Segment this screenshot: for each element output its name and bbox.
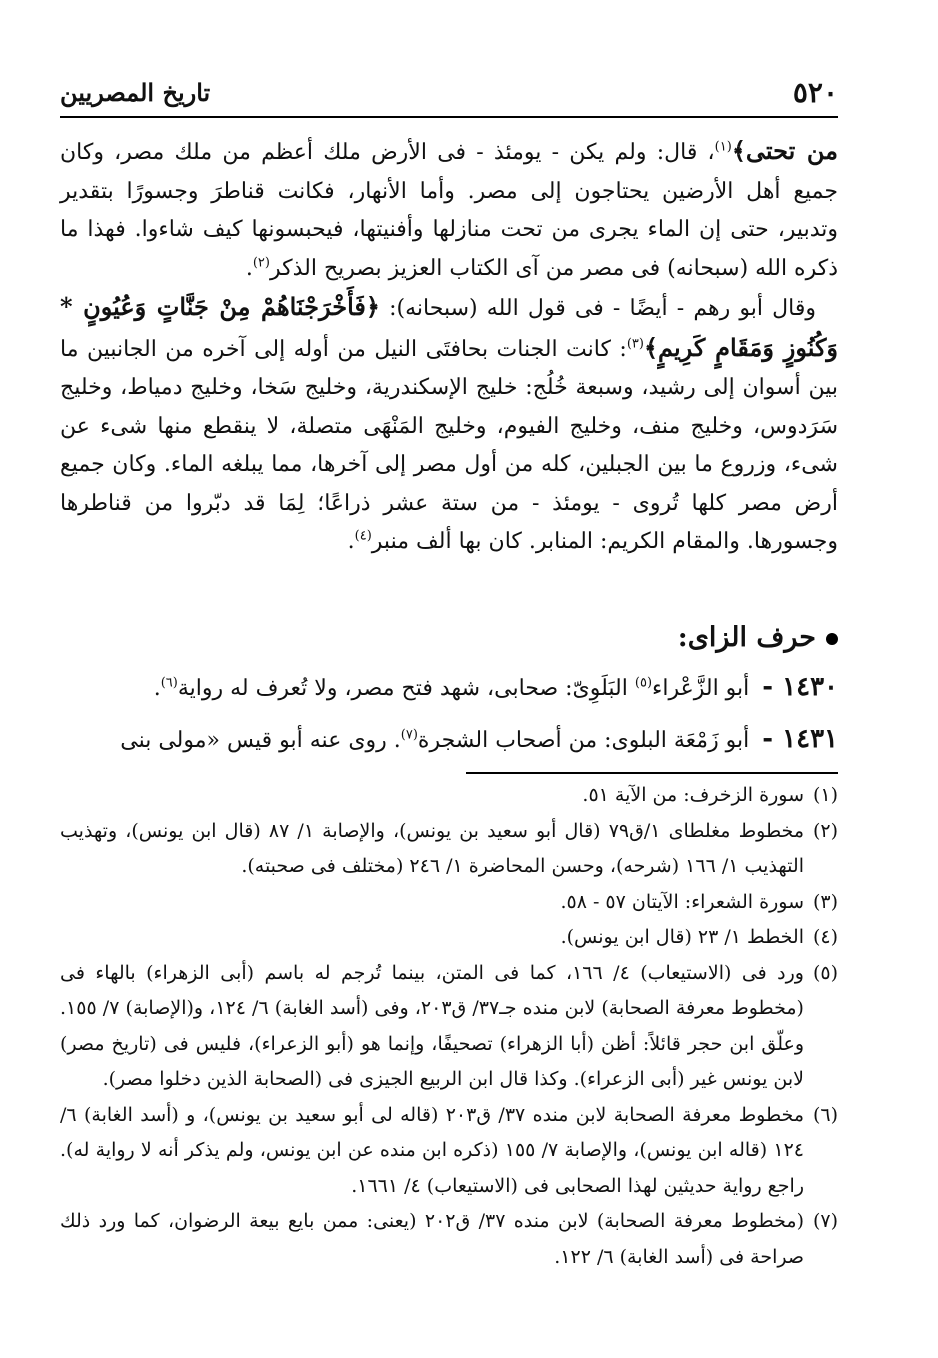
footnote bbox=[60, 814, 838, 885]
running-header bbox=[60, 72, 838, 112]
footnote-label: (٥) bbox=[812, 961, 838, 984]
entry-text: . روى عنه أبو قيس «مولى بنى bbox=[120, 728, 401, 753]
footnote-label: (٤) bbox=[812, 926, 838, 948]
section-title: حرف الزاى: bbox=[677, 622, 816, 653]
biography-entry bbox=[60, 720, 838, 760]
entry-text: أبو زَمْعَة البلوى: من أصحاب الشجرة bbox=[417, 728, 750, 753]
paragraph-2 bbox=[60, 288, 838, 562]
footnote-text: (مخطوط معرفة الصحابة) لابن منده ٣٧/ ق٢٠٢ (يعنى: ممن بايع بيعة الرضوان، كما ورد ذلك صراحة فى (أسد الغابة) ٦/ ١٢٢. bbox=[60, 1210, 804, 1268]
entry-number: ١٤٣١ - bbox=[762, 724, 838, 754]
footnote bbox=[60, 885, 838, 921]
footnote-label: (٦) bbox=[812, 1103, 838, 1126]
footnote-ref: (١) bbox=[714, 139, 732, 155]
page-number: ٥٢٠ bbox=[792, 76, 838, 109]
footnote-text: سورة الزخرف: من الآية ٥١. bbox=[582, 784, 804, 806]
footnote-text: مخطوط معرفة الصحابة لابن منده ٣٧/ ق٢٠٣ (قاله لى أبو سعيد بن يونس)، و (أسد الغابة) ٦/ ١٢٤ (قاله ابن يونس)، والإصابة ٧/ ١٥٥ (ذكره ابن منده عن ابن يونس، ولم يذكر أنه لا رواية له). راجع رواية حديثين لهذا الصحابى فى (الاستيعاب) ٤/ ١٦٦١. bbox=[60, 1103, 804, 1197]
footnote bbox=[60, 956, 838, 1098]
footnote-label: (٣) bbox=[812, 890, 838, 913]
footnote-label: (٧) bbox=[812, 1210, 838, 1232]
footnote-ref: (٧) bbox=[400, 727, 418, 743]
paragraph-text: وقال أبو رهم - أيضًا - فى قول الله (سبحانه): bbox=[389, 296, 817, 321]
main-text bbox=[60, 132, 838, 562]
footnote bbox=[60, 920, 838, 956]
footnote bbox=[60, 1098, 838, 1205]
footnote-label: (١) bbox=[812, 784, 838, 806]
entry-name: أبو الزَّعْراء bbox=[652, 676, 750, 701]
quran-quote: من تحتى﴾ bbox=[731, 136, 839, 165]
period: . bbox=[347, 529, 355, 554]
footnote-ref: (٥) bbox=[634, 675, 653, 691]
footnote-label: (٢) bbox=[812, 819, 838, 842]
paragraph-text: : كانت الجنات بحافتَى النيل من أوله إلى آخره من الجانبين ما بين أسوان إلى رشيد، وسبعة خُلُج: خليج الإسكندرية، وخليج سَخا، وخليج دمياط، وخليج سَرَدوس، وخليج منف، وخليج الفيوم، وخليج المَنْهَى متصلة، لا ينقطع منها شىء عن شىء، وزروع ما بين الجبلين، كله من أول مصر إلى آخرها، مما يبلغه الماء. وكان جميع أرض مصر كلها تُروى - يومئذ - من ستة عشر ذراعًا؛ لِمَا قد دبّروا من قناطرها وجسورها. والمقام الكريم: المنابر. كان بها ألف منبر bbox=[60, 336, 838, 554]
running-title: تاريخ المصريين bbox=[60, 78, 211, 107]
bullet-icon bbox=[826, 633, 838, 645]
footnote-ref: (٦) bbox=[160, 675, 178, 691]
footnotes bbox=[60, 778, 838, 1275]
footnote-text: مخطوط مغلطاى ١/ق٧٩ (قال أبو سعيد بن يونس)، والإصابة ١/ ٨٧ (قال ابن يونس)، وتهذيب التهذيب ١/ ١٦٦ (شرحه)، وحسن المحاضرة ١/ ٢٤٦ (مختلف فى صحبته). bbox=[60, 819, 805, 877]
footnote bbox=[60, 1204, 838, 1275]
footnote-ref: (٤) bbox=[354, 528, 372, 544]
footnote-ref: (٢) bbox=[252, 255, 270, 271]
paragraph-text: ، قال: ولم يكن - يومئذ - فى الأرض ملك أعظم من ملك مصر، وكان جميع أهل الأرضين يحتاجون إلى مصر. وأما الأنهار، فكانت قناطرَ وجسورًا بتقدير وتدبير، حتى إن الماء يجرى من تحت منازلها وأفنيتها، فيحبسونها كيف شاءوا. فهذا ما ذكره الله (سبحانه) فى مصر من آى الكتاب العزيز بصريح الذكر bbox=[60, 140, 838, 281]
footnote-text: الخطط ١/ ٢٣ (قال ابن يونس). bbox=[560, 926, 804, 948]
header-rule bbox=[60, 116, 838, 118]
footnote-text: ورد فى (الاستيعاب) ٤/ ١٦٦، كما فى المتن، بينما تُرجم له باسم (أبى الزهراء) بالهاء فى (مخطوط معرفة الصحابة) لابن منده جـ٣٧/ ق٢٠٣، وفى (أسد الغابة) ٦/ ١٢٤، و(الإصابة) ٧/ ١٥٥. وعلّق ابن حجر قائلاً: أظن (أبا الزهراء) تصحيفًا، وإنما هو (أبو الزعراء)، فليس فى (تاريخ مصر) لابن يونس غير (أبى الزعراء). وكذا قال ابن الربيع الجيزى فى (الصحابة الذين دخلوا مصر). bbox=[60, 961, 804, 1090]
biography-entry bbox=[60, 668, 838, 708]
entry-number: ١٤٣٠ - bbox=[762, 672, 838, 702]
section-heading bbox=[60, 622, 838, 653]
paragraph-1: من تحتى﴾$^{(١)}$، قال: ولم يكن - يومئذ - فى الأرض ملك أعظم من ملك مصر، وكان جميع أهل الأرضين يحتاجون إلى مصر. وأما الأنهار، فكانت قناطرَ وجسورًا بتقدير وتدبير، حتى إن الماء يجرى من تحت منازلها وأفنيتها، فيحبسونها كيف شاءوا. فهذا ما ذكره الله (سبحانه) فى مصر من آى الكتاب العزيز بصريح الذكر$^{(٢)}$. bbox=[60, 136, 839, 281]
period: . bbox=[153, 676, 161, 701]
footnote-text: سورة الشعراء: الآيتان ٥٧ - ٥٨. bbox=[560, 890, 804, 913]
footnote-ref: (٣) bbox=[626, 336, 644, 352]
footnote-rule bbox=[466, 772, 838, 774]
quran-quote: ﴿فَأَخْرَجْنَاهُمْ مِنْ جَنَّاتٍ وَعُيُونٍ * وَكُنُوزٍ وَمَقَامٍ كَرِيمٍ﴾ bbox=[60, 292, 838, 362]
entry-text: البَلَوِىّ: صحابى، شهد فتح مصر، ولا تُعرف له رواية bbox=[177, 676, 635, 701]
footnote bbox=[60, 778, 838, 814]
